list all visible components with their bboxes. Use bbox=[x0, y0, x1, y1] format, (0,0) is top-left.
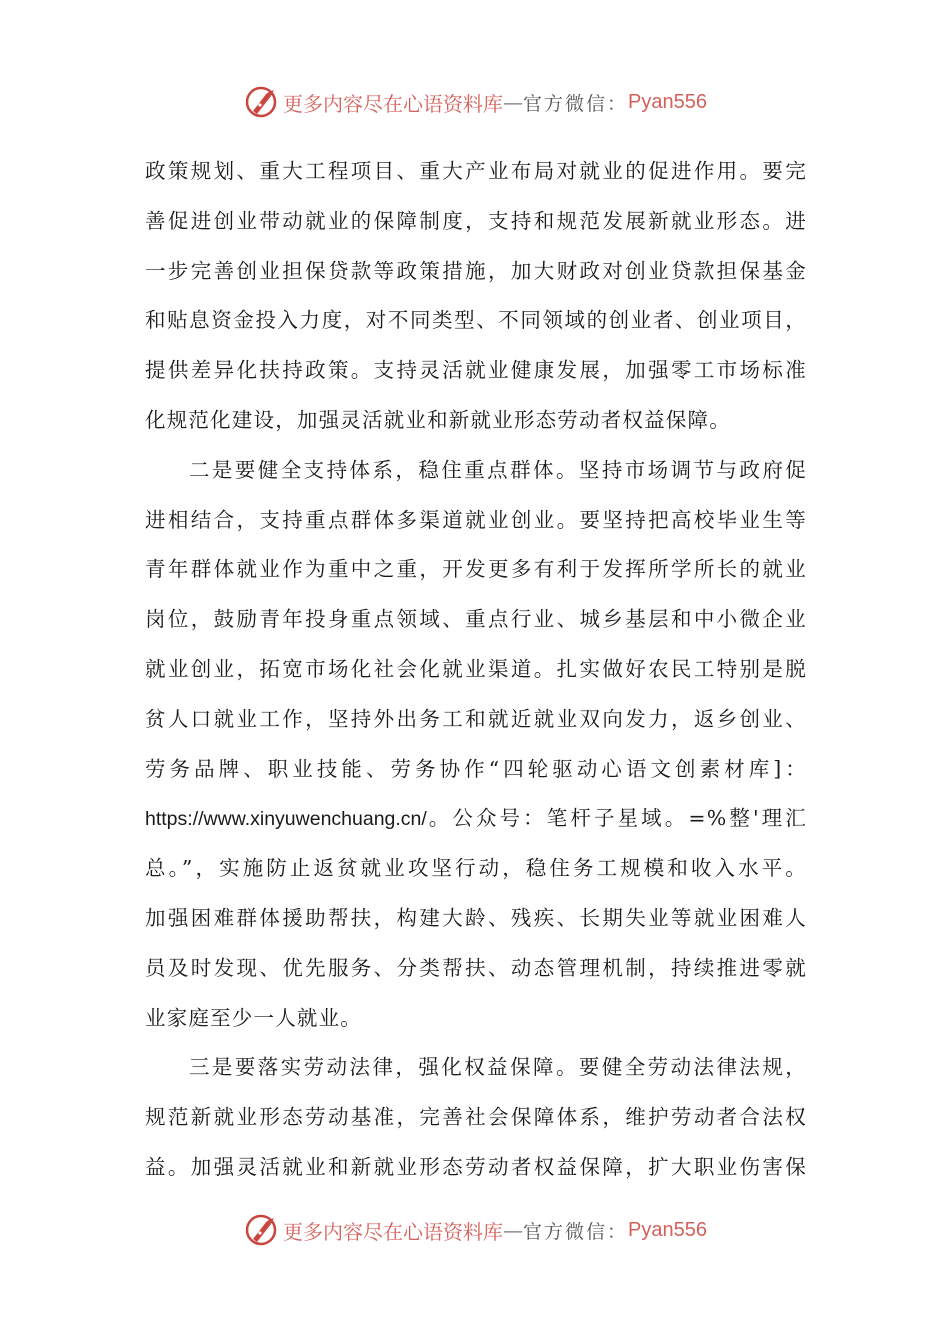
footer-slogan: 更多内容尽在心语资料库 bbox=[283, 1219, 503, 1244]
text-line: 政策规划、重大工程项目、重大产业布局对就业的促进作用。要完 bbox=[145, 159, 807, 183]
header-separator: — bbox=[503, 90, 523, 114]
text-line: 一步完善创业担保贷款等政策措施，加大财政对创业贷款担保基金 bbox=[145, 258, 807, 283]
pen-nib-circle-icon bbox=[243, 84, 279, 120]
text-line: 员及时发现、优先服务、分类帮扶、动态管理机制，持续推进零就 bbox=[145, 955, 807, 980]
text-line: 规范新就业形态劳动基准，完善社会保障体系，维护劳动者合法权 bbox=[145, 1105, 807, 1130]
text-line: 就业创业，拓宽市场化社会化就业渠道。扎实做好农民工特别是脱 bbox=[145, 656, 807, 681]
text-line: 青年群体就业作为重中之重，开发更多有利于发挥所学所长的就业 bbox=[145, 557, 807, 582]
text-line: 化规范化建设，加强灵活就业和新就业形态劳动者权益保障。 bbox=[145, 407, 731, 432]
text-line: 益。加强灵活就业和新就业形态劳动者权益保障，扩大职业伤害保 bbox=[145, 1154, 807, 1179]
text-line: 和贴息资金投入力度，对不同类型、不同领域的创业者、创业项目， bbox=[145, 308, 807, 333]
header-wechat-id: Pyan556 bbox=[628, 90, 707, 113]
footer-banner bbox=[0, 1210, 950, 1250]
text-fragment: 。公众号：笔杆子星域。=%整'理汇 bbox=[426, 806, 807, 831]
footer-wechat-label: 官方微信： bbox=[523, 1220, 629, 1243]
text-line: 善促进创业带动就业的保障制度，支持和规范发展新就业形态。进 bbox=[145, 208, 807, 233]
header-slogan: 更多内容尽在心语资料库 bbox=[283, 91, 503, 116]
text-line: 提供差异化扶持政策。支持灵活就业健康发展，加强零工市场标准 bbox=[145, 358, 807, 383]
text-line: 二是要健全支持体系，稳住重点群体。坚持市场调节与政府促 bbox=[189, 457, 807, 482]
text-line: 贫人口就业工作，坚持外出务工和就近就业双向发力，返乡创业、 bbox=[145, 706, 807, 731]
footer-separator: — bbox=[503, 1218, 523, 1242]
text-line: 加强困难群体援助帮扶，构建大龄、残疾、长期失业等就业困难人 bbox=[145, 905, 807, 930]
header-wechat-label: 官方微信： bbox=[523, 92, 629, 115]
text-line: 进相结合，支持重点群体多渠道就业创业。要坚持把高校毕业生等 bbox=[145, 507, 807, 532]
pen-nib-circle-icon bbox=[243, 1212, 279, 1248]
text-line: 岗位，鼓励青年投身重点领域、重点行业、城乡基层和中小微企业 bbox=[145, 607, 807, 632]
text-line: 总。”，实施防止返贫就业攻坚行动，稳住务工规模和收入水平。 bbox=[145, 856, 807, 881]
text-line: 三是要落实劳动法律，强化权益保障。要健全劳动法律法规， bbox=[189, 1055, 807, 1080]
footer-wechat-id: Pyan556 bbox=[628, 1218, 707, 1241]
website-link[interactable]: https://www.xinyuwenchuang.cn/ bbox=[145, 808, 427, 831]
header-banner bbox=[0, 82, 950, 122]
text-line: 业家庭至少一人就业。 bbox=[145, 1005, 362, 1030]
text-line-with-url bbox=[145, 794, 807, 844]
text-line: 劳务品牌、职业技能、劳务协作“四轮驱动心语文创素材库]： bbox=[145, 756, 807, 781]
document-body bbox=[145, 147, 807, 1193]
